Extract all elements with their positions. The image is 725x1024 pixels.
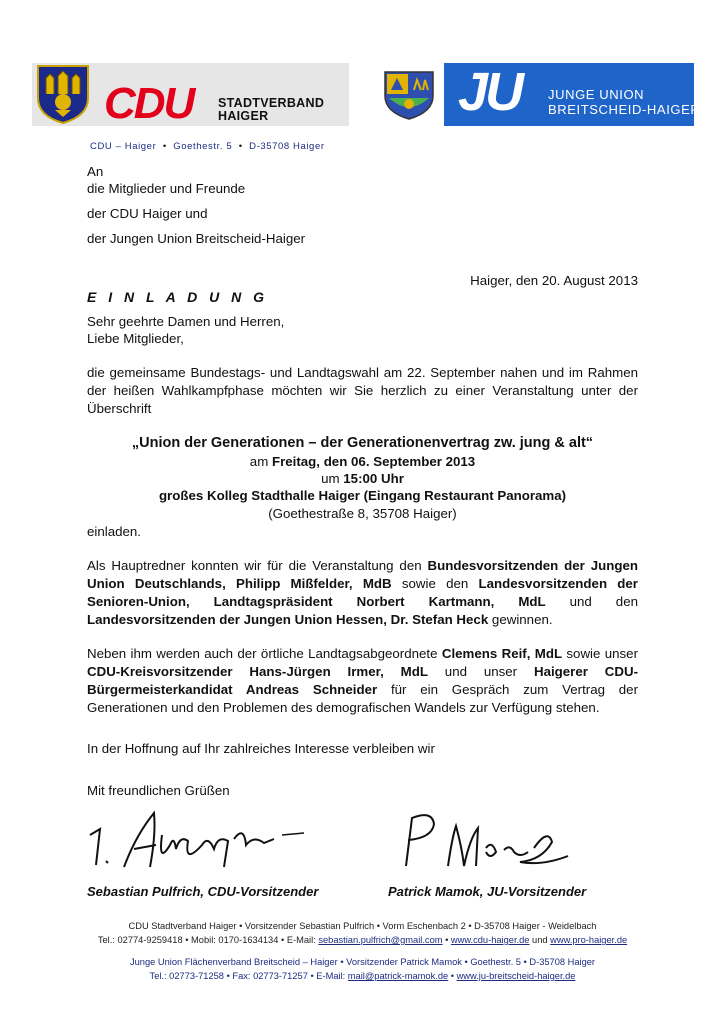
speakers-text-3: und den xyxy=(545,594,638,609)
footer-cdu-contact: Tel.: 02774-9259418 • Mobil: 0170-1634134 • E-Mail: xyxy=(97,935,319,945)
event-date-prefix: am xyxy=(249,454,272,469)
event-address: (Goethestraße 8, 35708 Haiger) xyxy=(268,506,457,521)
event-date-line xyxy=(87,453,638,471)
cdu-logo-line1: STADTVERBAND xyxy=(218,96,325,110)
ju-logo-separator xyxy=(441,63,444,126)
cdu-website-link[interactable]: www.cdu-haiger.de xyxy=(450,935,530,945)
cdu-email-link[interactable]: sebastian.pulfrich@gmail.com xyxy=(318,935,443,945)
event-time: 15:00 Uhr xyxy=(343,471,404,486)
signature-name-right: Patrick Mamok, JU-Vorsitzender xyxy=(388,884,587,899)
bullet-icon: • xyxy=(235,141,246,152)
footer-ju-line-2 xyxy=(0,970,725,982)
guests-text-3: und unser xyxy=(427,664,534,679)
signature-pulfrich-icon xyxy=(84,805,314,875)
guest-1: Clemens Reif, MdL xyxy=(441,646,563,661)
bullet-icon: • xyxy=(159,141,170,152)
cdu-logo-subtitle xyxy=(218,97,324,123)
ju-logo-subtitle xyxy=(548,87,700,117)
recipient-line-2: die Mitglieder und Freunde xyxy=(87,181,246,196)
sender-address-line xyxy=(90,141,325,152)
speakers-paragraph xyxy=(87,557,638,629)
recipient-line-4: der Jungen Union Breitscheid-Haiger xyxy=(87,231,306,246)
footer-cdu-line-1: CDU Stadtverband Haiger • Vorsitzender Sebastian Pulfrich • Vorm Eschenbach 2 • D-35708 Haiger - Weidelbach xyxy=(128,921,597,931)
ju-logo-line1: JUNGE UNION xyxy=(548,87,645,102)
guests-text-1: Neben ihm werden auch der örtliche Landtagsabgeordnete xyxy=(87,646,442,661)
footer-separator: • xyxy=(442,935,451,945)
event-venue: großes Kolleg Stadthalle Haiger (Eingang Restaurant Panorama) xyxy=(158,488,567,503)
speakers-text-1: Als Hauptredner konnten wir für die Veranstaltung den xyxy=(87,558,428,573)
ju-logo-line2: BREITSCHEID-HAIGER xyxy=(548,102,701,117)
salutation-line-1: Sehr geehrte Damen und Herren, xyxy=(87,314,285,329)
address-part-3: D-35708 Haiger xyxy=(249,141,325,152)
guest-2: CDU-Kreisvorsitzender Hans-Jürgen Irmer, MdL xyxy=(87,664,428,679)
event-headline: „Union der Generationen – der Generationenvertrag zw. jung & alt“ xyxy=(131,435,594,451)
event-time-prefix: um xyxy=(321,471,344,486)
ju-email-link[interactable]: mail@patrick-mamok.de xyxy=(347,971,449,981)
ju-website-link[interactable]: www.ju-breitscheid-haiger.de xyxy=(456,971,576,981)
signature-mamok-icon xyxy=(392,808,572,878)
salutation-line-2: Liebe Mitglieder, xyxy=(87,331,184,346)
footer-cdu-line-2 xyxy=(0,934,725,946)
breitscheid-haiger-crest-icon xyxy=(381,68,437,122)
cdu-brand: CDU xyxy=(104,79,194,128)
speaker-2: Landesvorsitzenden der Senioren-Union, Landtagspräsident Norbert Kartmann, MdL xyxy=(87,576,638,609)
cdu-logo-line2: HAIGER xyxy=(218,109,269,123)
signature-name-left: Sebastian Pulfrich, CDU-Vorsitzender xyxy=(87,884,319,899)
pro-haiger-website-link[interactable]: www.pro-haiger.de xyxy=(550,935,628,945)
guests-paragraph xyxy=(87,645,638,717)
einladen-text: einladen. xyxy=(87,524,141,539)
recipient-line-3: der CDU Haiger und xyxy=(87,206,208,221)
speakers-text-4: gewinnen. xyxy=(488,612,553,627)
footer-und: und xyxy=(529,935,551,945)
address-part-2: Goethestr. 5 xyxy=(173,141,233,152)
event-time-line xyxy=(87,470,638,488)
ju-brand: JU xyxy=(458,62,522,122)
greeting: Mit freundlichen Grüßen xyxy=(87,783,230,798)
address-part-1: CDU – Haiger xyxy=(90,141,157,152)
footer-ju-contact: Tel.: 02773-71258 • Fax: 02773-71257 • E-Mail: xyxy=(149,971,348,981)
guest-3: Haigerer CDU-Bürgermeisterkandidat Andreas Schneider xyxy=(87,664,639,697)
haiger-crest-icon xyxy=(36,64,90,125)
letter-date: Haiger, den 20. August 2013 xyxy=(470,273,638,288)
speakers-text-2: sowie den xyxy=(391,576,479,591)
event-date: Freitag, den 06. September 2013 xyxy=(271,454,476,469)
footer-ju-line-1: Junge Union Flächenverband Breitscheid – Haiger • Vorsitzender Patrick Mamok • Goethestr. 5 • D-35708 Haiger xyxy=(129,957,596,967)
letter-title: E I N L A D U N G xyxy=(87,289,269,305)
guests-text-2: sowie unser xyxy=(562,646,638,661)
recipient-line-1: An xyxy=(87,164,104,179)
footer-separator: • xyxy=(448,971,457,981)
speaker-1: Bundesvorsitzenden der Jungen Union Deutschlands, Philipp Mißfelder, MdB xyxy=(87,558,639,591)
guests-text-4: für ein Gespräch zum Vertrag der Generationen und den Problemen des demografischen Wandels zur Verfügung stehen. xyxy=(87,682,638,715)
speaker-3: Landesvorsitzenden der Jungen Union Hessen, Dr. Stefan Heck xyxy=(87,612,489,627)
closing-hope: In der Hoffnung auf Ihr zahlreiches Interesse verbleiben wir xyxy=(87,741,435,756)
intro-paragraph: die gemeinsame Bundestags- und Landtagswahl am 22. September nahen und im Rahmen der heißen Wahlkampfphase möchten wir Sie herzlich zu einer Veranstaltung unter der Überschrift xyxy=(87,365,638,416)
